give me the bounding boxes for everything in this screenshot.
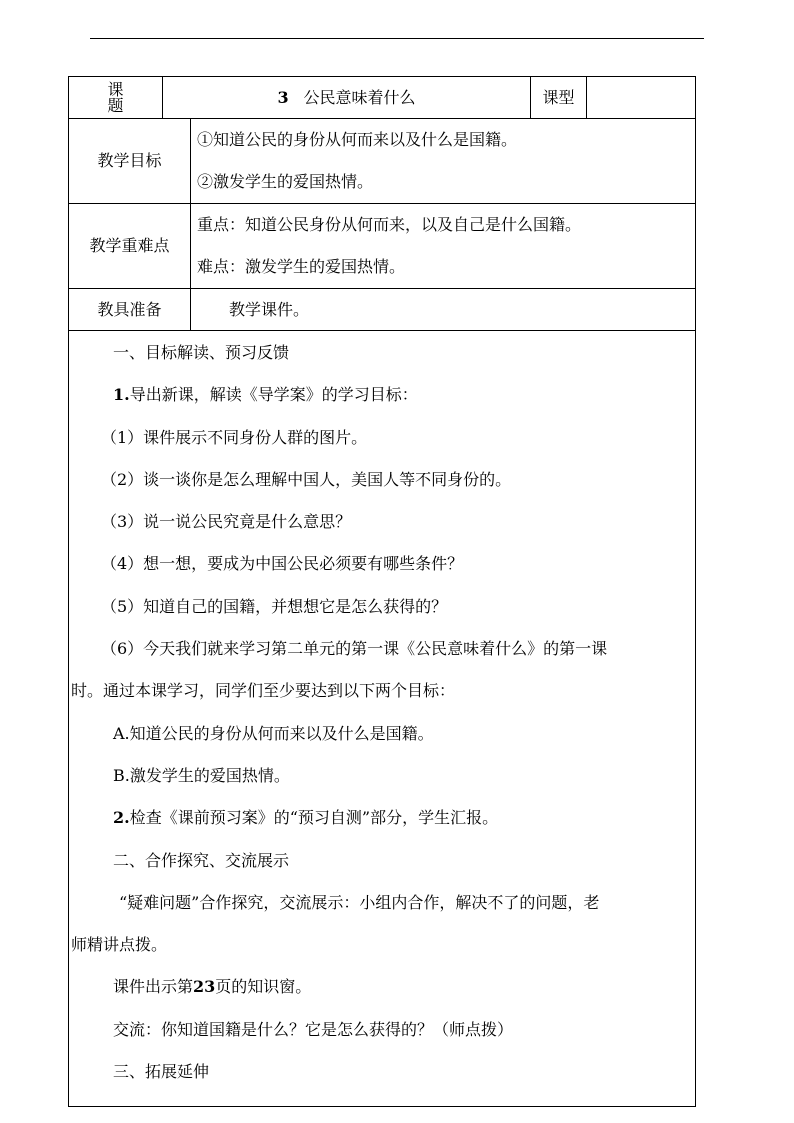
key-points-content bbox=[191, 204, 696, 289]
question-item: （5）知道自己的国籍，并想想它是怎么获得的？ bbox=[101, 596, 448, 616]
procedure-row bbox=[69, 331, 696, 1107]
paragraph-text: 课件出示第 bbox=[113, 977, 194, 997]
topic-label: 课 题 bbox=[69, 77, 163, 119]
materials-value: 教学课件。 bbox=[191, 289, 696, 331]
title-row bbox=[69, 77, 696, 119]
item-number: 1. bbox=[113, 385, 130, 405]
lesson-title-cell bbox=[163, 77, 531, 119]
page-number: 23 bbox=[193, 977, 216, 997]
goal-text: 激发学生的爱国热情。 bbox=[129, 765, 290, 785]
section-heading: 二、合作探究、交流展示 bbox=[113, 850, 290, 870]
lesson-number: 3 bbox=[277, 87, 289, 107]
materials-row bbox=[69, 289, 696, 331]
paragraph-text: 检查《课前预习案》的“预习自测”部分，学生汇报。 bbox=[129, 808, 499, 828]
question-item: （3）说一说公民究竟是什么意思？ bbox=[101, 512, 352, 532]
goal-letter: A. bbox=[113, 723, 130, 743]
key-points-label: 教学重难点 bbox=[69, 204, 191, 289]
materials-label: 教具准备 bbox=[69, 289, 191, 331]
paragraph bbox=[69, 979, 695, 1021]
procedure-cell bbox=[69, 331, 696, 1107]
type-value bbox=[587, 77, 696, 119]
paragraph: 交流：你知道国籍是什么？它是怎么获得的？（师点拨） bbox=[113, 1019, 514, 1039]
goal-b bbox=[69, 765, 695, 810]
paragraph bbox=[69, 387, 695, 429]
paragraph-text: 导出新课，解读《导学案》的学习目标： bbox=[129, 385, 418, 405]
section-heading: 一、目标解读、预习反馈 bbox=[113, 343, 290, 362]
goal-item: ②激发学生的爱国热情。 bbox=[197, 172, 374, 191]
key-points-row bbox=[69, 204, 696, 289]
lesson-plan-table bbox=[68, 76, 696, 1107]
question-item: （4）想一想，要成为中国公民必须要有哪些条件？ bbox=[101, 554, 464, 574]
goal-text: 知道公民的身份从何而来以及什么是国籍。 bbox=[129, 723, 434, 743]
goal-letter: B. bbox=[113, 765, 130, 785]
type-label: 课型 bbox=[531, 77, 587, 119]
item-number: 2. bbox=[113, 808, 130, 828]
paragraph-text: 页的知识窗。 bbox=[215, 977, 312, 997]
section-heading: 三、拓展延伸 bbox=[113, 1062, 210, 1082]
paragraph bbox=[69, 810, 695, 852]
question-item: （6）今天我们就来学习第二单元的第一课《公民意味着什么》的第一课 bbox=[101, 639, 608, 659]
goals-content bbox=[191, 119, 696, 204]
question-item: （1）课件展示不同身份人群的图片。 bbox=[101, 427, 368, 447]
question-item: （2）谈一谈你是怎么理解中国人，美国人等不同身份的。 bbox=[101, 469, 512, 489]
key-point-item: 重点：知道公民身份从何而来，以及自己是什么国籍。 bbox=[197, 215, 582, 234]
lesson-title: 公民意味着什么 bbox=[303, 87, 416, 107]
paragraph-continued: 师精讲点拨。 bbox=[71, 935, 168, 955]
paragraph: “疑难问题”合作探究，交流展示：小组内合作，解决不了的问题，老 bbox=[119, 892, 600, 912]
goal-item: ①知道公民的身份从何而来以及什么是国籍。 bbox=[197, 130, 518, 149]
goals-row bbox=[69, 119, 696, 204]
header-rule bbox=[90, 38, 704, 39]
key-point-item: 难点：激发学生的爱国热情。 bbox=[197, 257, 406, 276]
goals-label: 教学目标 bbox=[69, 119, 191, 204]
goal-a bbox=[69, 723, 695, 768]
question-item-continued: 时。通过本课学习，同学们至少要达到以下两个目标： bbox=[71, 681, 456, 701]
